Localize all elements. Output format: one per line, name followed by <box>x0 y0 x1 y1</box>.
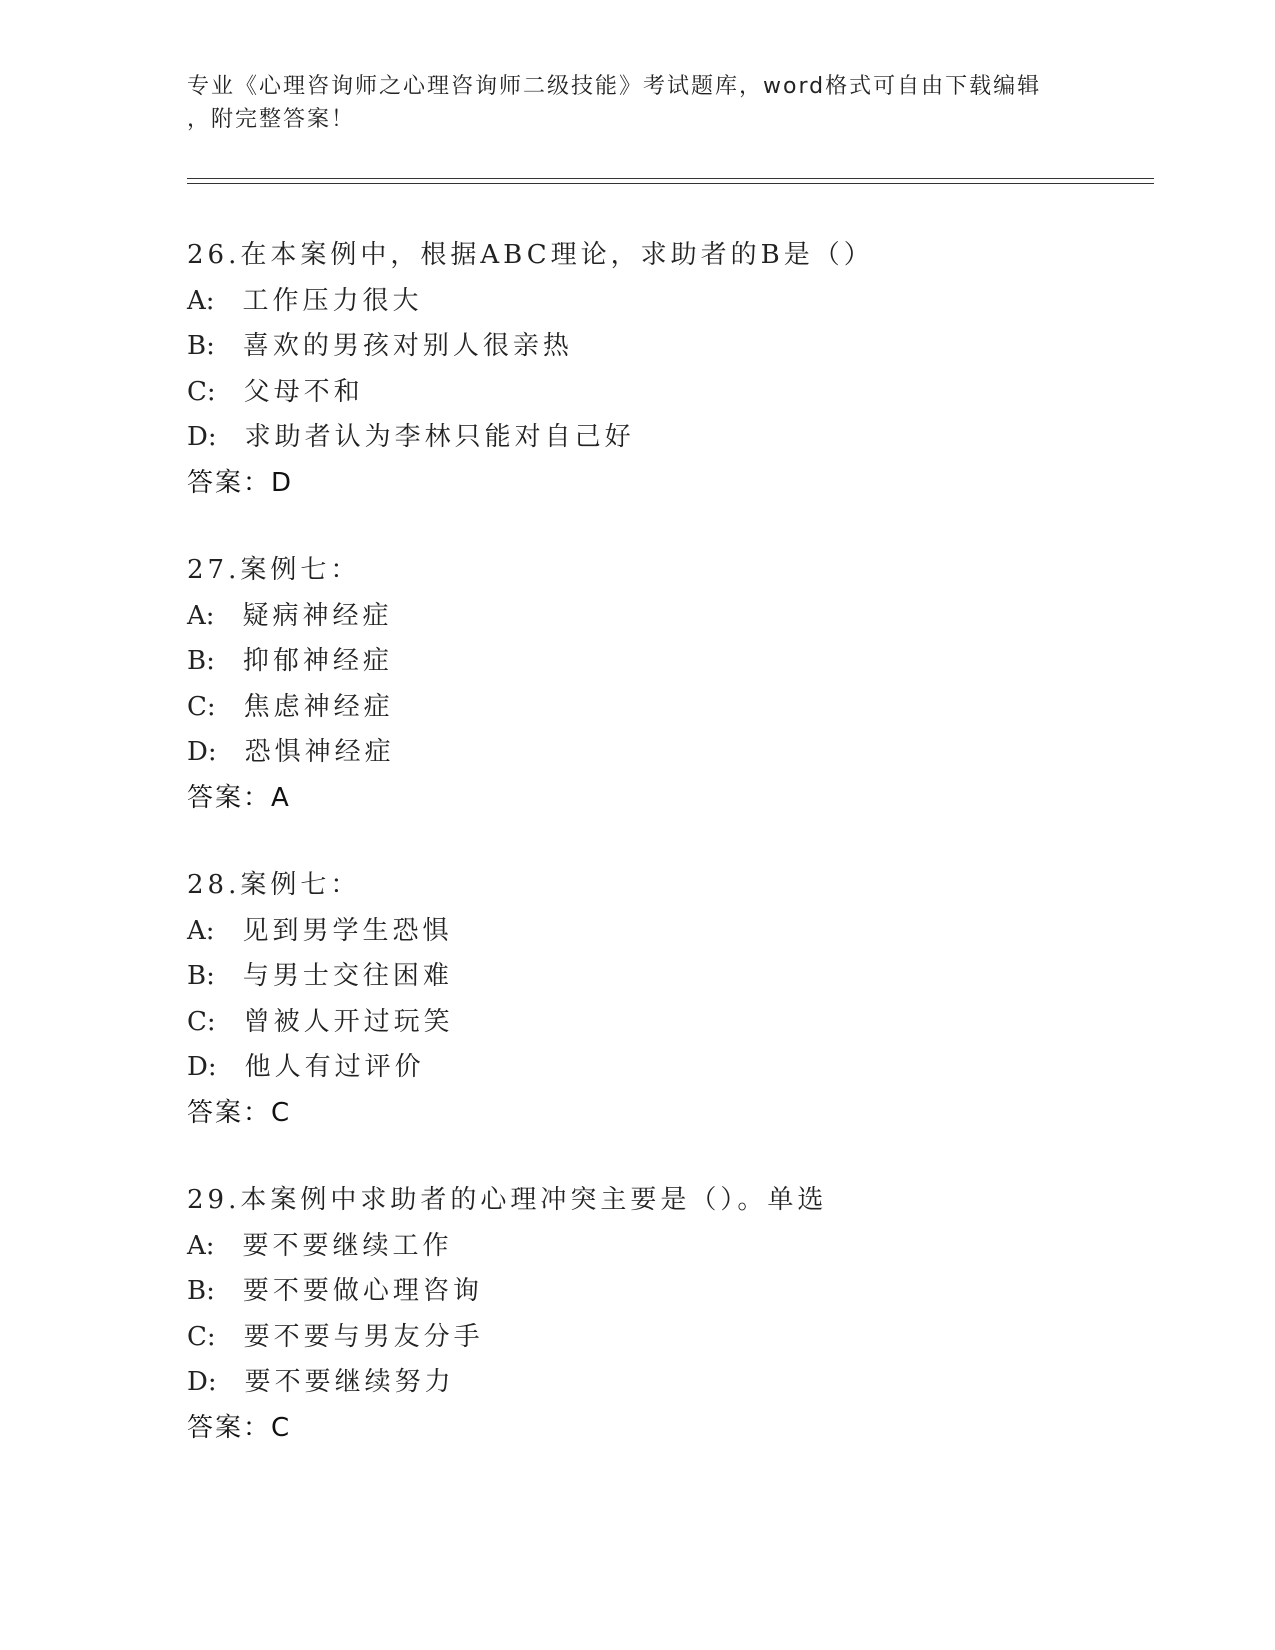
question-list <box>187 233 1147 1493</box>
question-29 <box>187 1178 1147 1451</box>
option-text: 疑病神经症 <box>242 600 393 631</box>
question-stem: 27.案例七： <box>187 555 361 585</box>
option-letter: B: <box>187 646 215 676</box>
answer-line: 答案：D <box>187 467 294 498</box>
option-text: 要不要做心理咨询 <box>242 1276 483 1306</box>
option-letter: D: <box>187 1052 217 1082</box>
header-divider-top <box>187 178 1154 179</box>
option-a <box>187 279 1147 325</box>
option-letter: C: <box>187 376 216 407</box>
header-line-1: 专业《心理咨询师之心理咨询师二级技能》考试题库，word格式可自由下载编辑 <box>187 74 1042 99</box>
option-letter: D: <box>187 1367 217 1397</box>
option-c <box>187 370 1147 416</box>
option-text: 喜欢的男孩对别人很亲热 <box>242 331 573 361</box>
option-a <box>187 909 1147 955</box>
option-text: 曾被人开过玩笑 <box>243 1006 454 1037</box>
question-27 <box>187 548 1147 821</box>
header-divider-bottom <box>187 183 1154 184</box>
answer-line: 答案：C <box>187 1097 292 1128</box>
option-text: 抑郁神经症 <box>242 646 393 676</box>
option-b <box>187 954 1147 1000</box>
option-letter: A: <box>187 285 215 316</box>
option-c <box>187 685 1147 731</box>
option-letter: D: <box>187 422 217 452</box>
option-text: 见到男学生恐惧 <box>242 915 453 946</box>
option-b <box>187 639 1147 685</box>
option-letter: A: <box>187 1230 215 1261</box>
option-letter: C: <box>187 691 216 722</box>
option-letter: B: <box>187 1276 215 1306</box>
option-a <box>187 1224 1147 1270</box>
option-d <box>187 730 1147 776</box>
header-line-2: ，附完整答案！ <box>187 107 356 132</box>
option-text: 他人有过评价 <box>244 1052 425 1082</box>
document-header <box>187 70 1077 136</box>
option-d <box>187 415 1147 461</box>
option-text: 要不要继续工作 <box>242 1230 453 1261</box>
option-text: 焦虑神经症 <box>243 691 394 722</box>
option-b <box>187 324 1147 370</box>
option-letter: B: <box>187 331 215 361</box>
question-stem: 26.在本案例中，根据ABC理论，求助者的B是（） <box>187 240 874 270</box>
option-text: 父母不和 <box>243 376 364 407</box>
option-text: 与男士交往困难 <box>242 961 453 991</box>
option-b <box>187 1269 1147 1315</box>
option-text: 要不要与男友分手 <box>243 1321 484 1352</box>
answer-line: 答案：A <box>187 782 291 813</box>
option-text: 求助者认为李林只能对自己好 <box>244 422 635 452</box>
answer-line: 答案：C <box>187 1412 292 1443</box>
option-text: 工作压力很大 <box>242 285 423 316</box>
option-letter: A: <box>187 600 215 631</box>
option-letter: C: <box>187 1006 216 1037</box>
option-letter: A: <box>187 915 215 946</box>
option-a <box>187 594 1147 640</box>
option-c <box>187 1000 1147 1046</box>
option-letter: D: <box>187 737 217 767</box>
option-letter: B: <box>187 961 215 991</box>
question-26 <box>187 233 1147 506</box>
option-letter: C: <box>187 1321 216 1352</box>
question-28 <box>187 863 1147 1136</box>
question-stem: 29.本案例中求助者的心理冲突主要是（）。单选 <box>187 1185 828 1215</box>
option-d <box>187 1045 1147 1091</box>
option-c <box>187 1315 1147 1361</box>
option-text: 要不要继续努力 <box>244 1367 455 1397</box>
option-d <box>187 1360 1147 1406</box>
option-text: 恐惧神经症 <box>244 737 395 767</box>
question-stem: 28.案例七： <box>187 870 361 900</box>
